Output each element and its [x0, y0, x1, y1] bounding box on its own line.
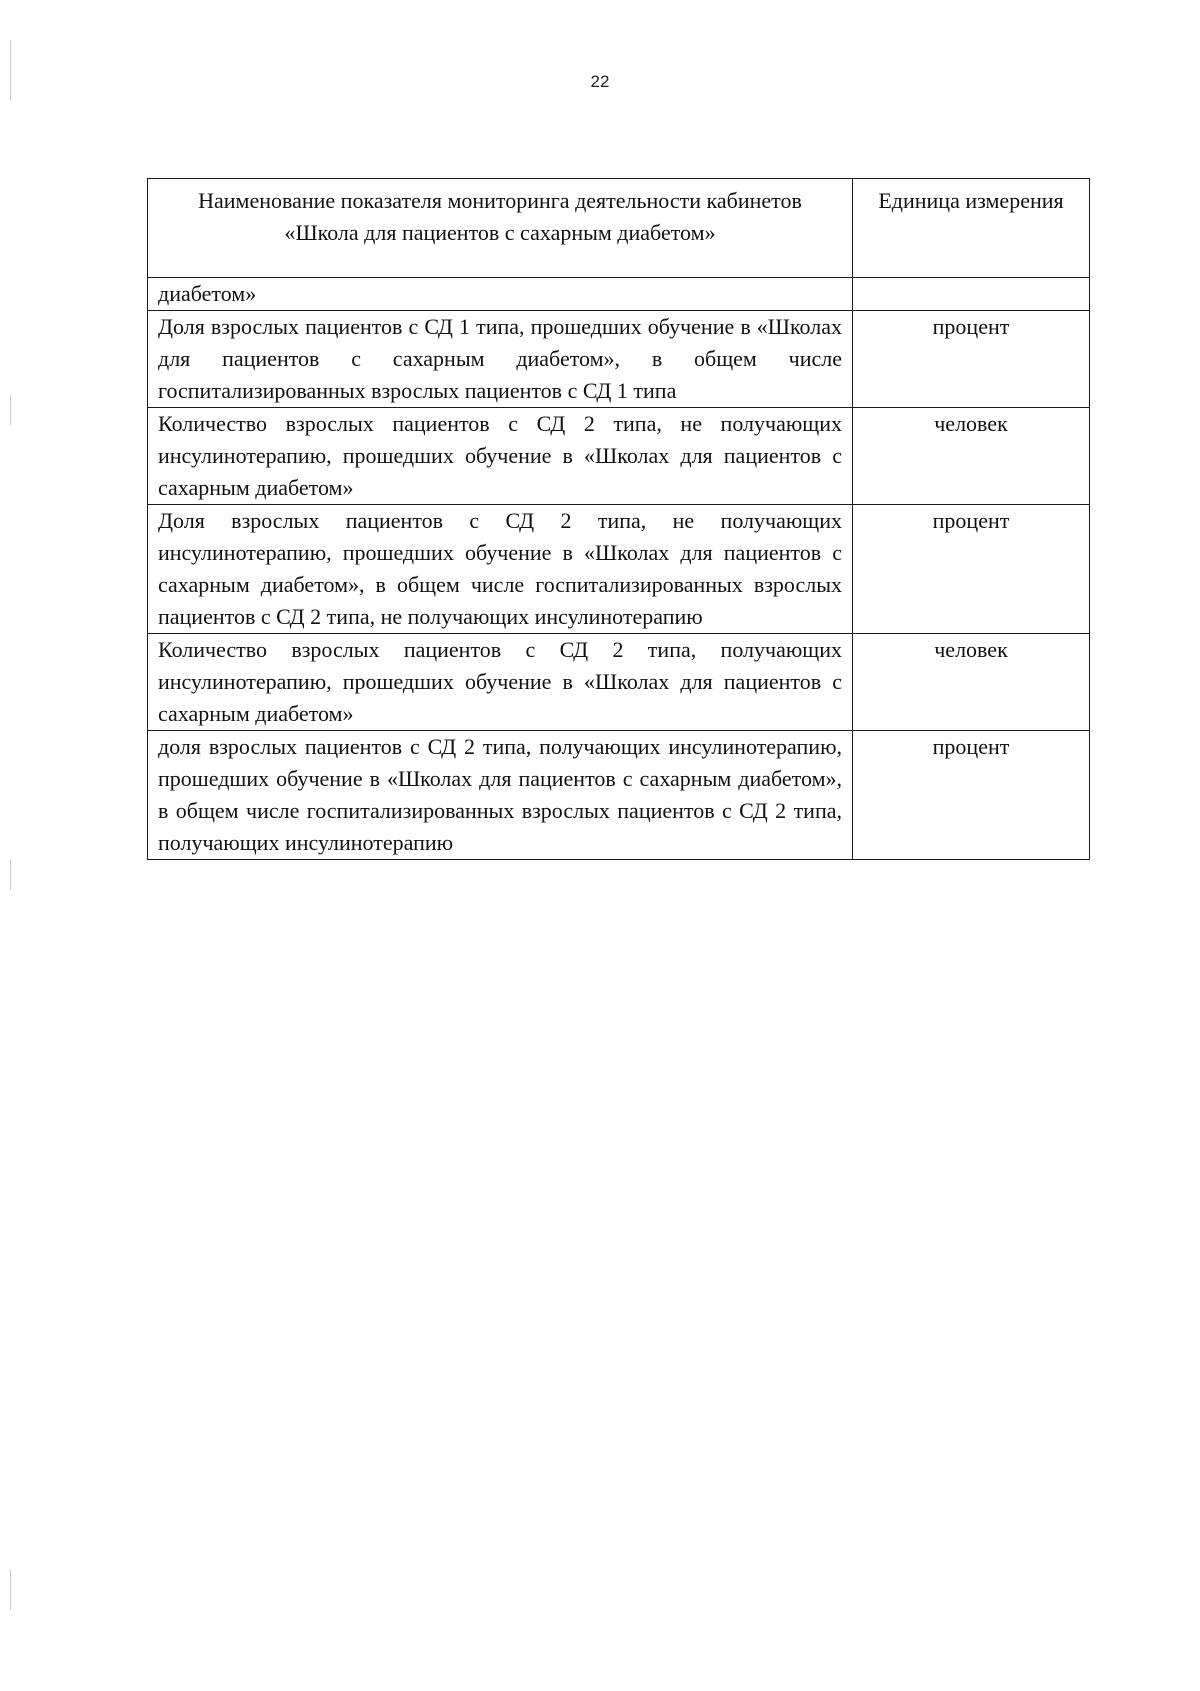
table-row: [148, 311, 1090, 408]
unit-cell: человек: [853, 408, 1090, 505]
indicators-table: [147, 178, 1090, 860]
table-row: [148, 731, 1090, 860]
indicator-cell: Доля взрослых пациентов с СД 1 типа, прошедших обучение в «Школах для пациентов с сахарным диабетом», в общем числе госпитализированных взрослых пациентов с СД 1 типа: [148, 311, 853, 408]
scan-edge-mark: [10, 860, 11, 890]
scan-edge-mark: [10, 1570, 11, 1610]
indicator-cell: Доля взрослых пациентов с СД 2 типа, не получающих инсулинотерапию, прошедших обучение в «Школах для пациентов с сахарным диабетом», в общем числе госпитализированных взрослых пациентов с СД 2 типа, не получающих инсулинотерапию: [148, 505, 853, 634]
header-unit: Единица измерения: [853, 179, 1090, 278]
table-row: [148, 505, 1090, 634]
page-number: 22: [590, 72, 610, 91]
header-indicator-name: Наименование показателя мониторинга деятельности кабинетов «Школа для пациентов с сахарным диабетом»: [148, 179, 853, 278]
unit-cell: процент: [853, 505, 1090, 634]
continuation-unit-cell: [853, 278, 1090, 311]
unit-cell: человек: [853, 634, 1090, 731]
unit-cell: процент: [853, 731, 1090, 860]
indicator-cell: Количество взрослых пациентов с СД 2 типа, получающих инсулинотерапию, прошедших обучение в «Школах для пациентов с сахарным диабетом»: [148, 634, 853, 731]
unit-cell: процент: [853, 311, 1090, 408]
table-row-continuation: [148, 278, 1090, 311]
continuation-indicator-cell: диабетом»: [148, 278, 853, 311]
table-header-row: [148, 179, 1090, 278]
scan-edge-mark: [10, 395, 11, 425]
indicator-cell: доля взрослых пациентов с СД 2 типа, получающих инсулинотерапию, прошедших обучение в «Школах для пациентов с сахарным диабетом», в общем числе госпитализированных взрослых пациентов с СД 2 типа, получающих инсулинотерапию: [148, 731, 853, 860]
table-row: [148, 408, 1090, 505]
table-row: [148, 634, 1090, 731]
indicator-cell: Количество взрослых пациентов с СД 2 типа, не получающих инсулинотерапию, прошедших обучение в «Школах для пациентов с сахарным диабетом»: [148, 408, 853, 505]
